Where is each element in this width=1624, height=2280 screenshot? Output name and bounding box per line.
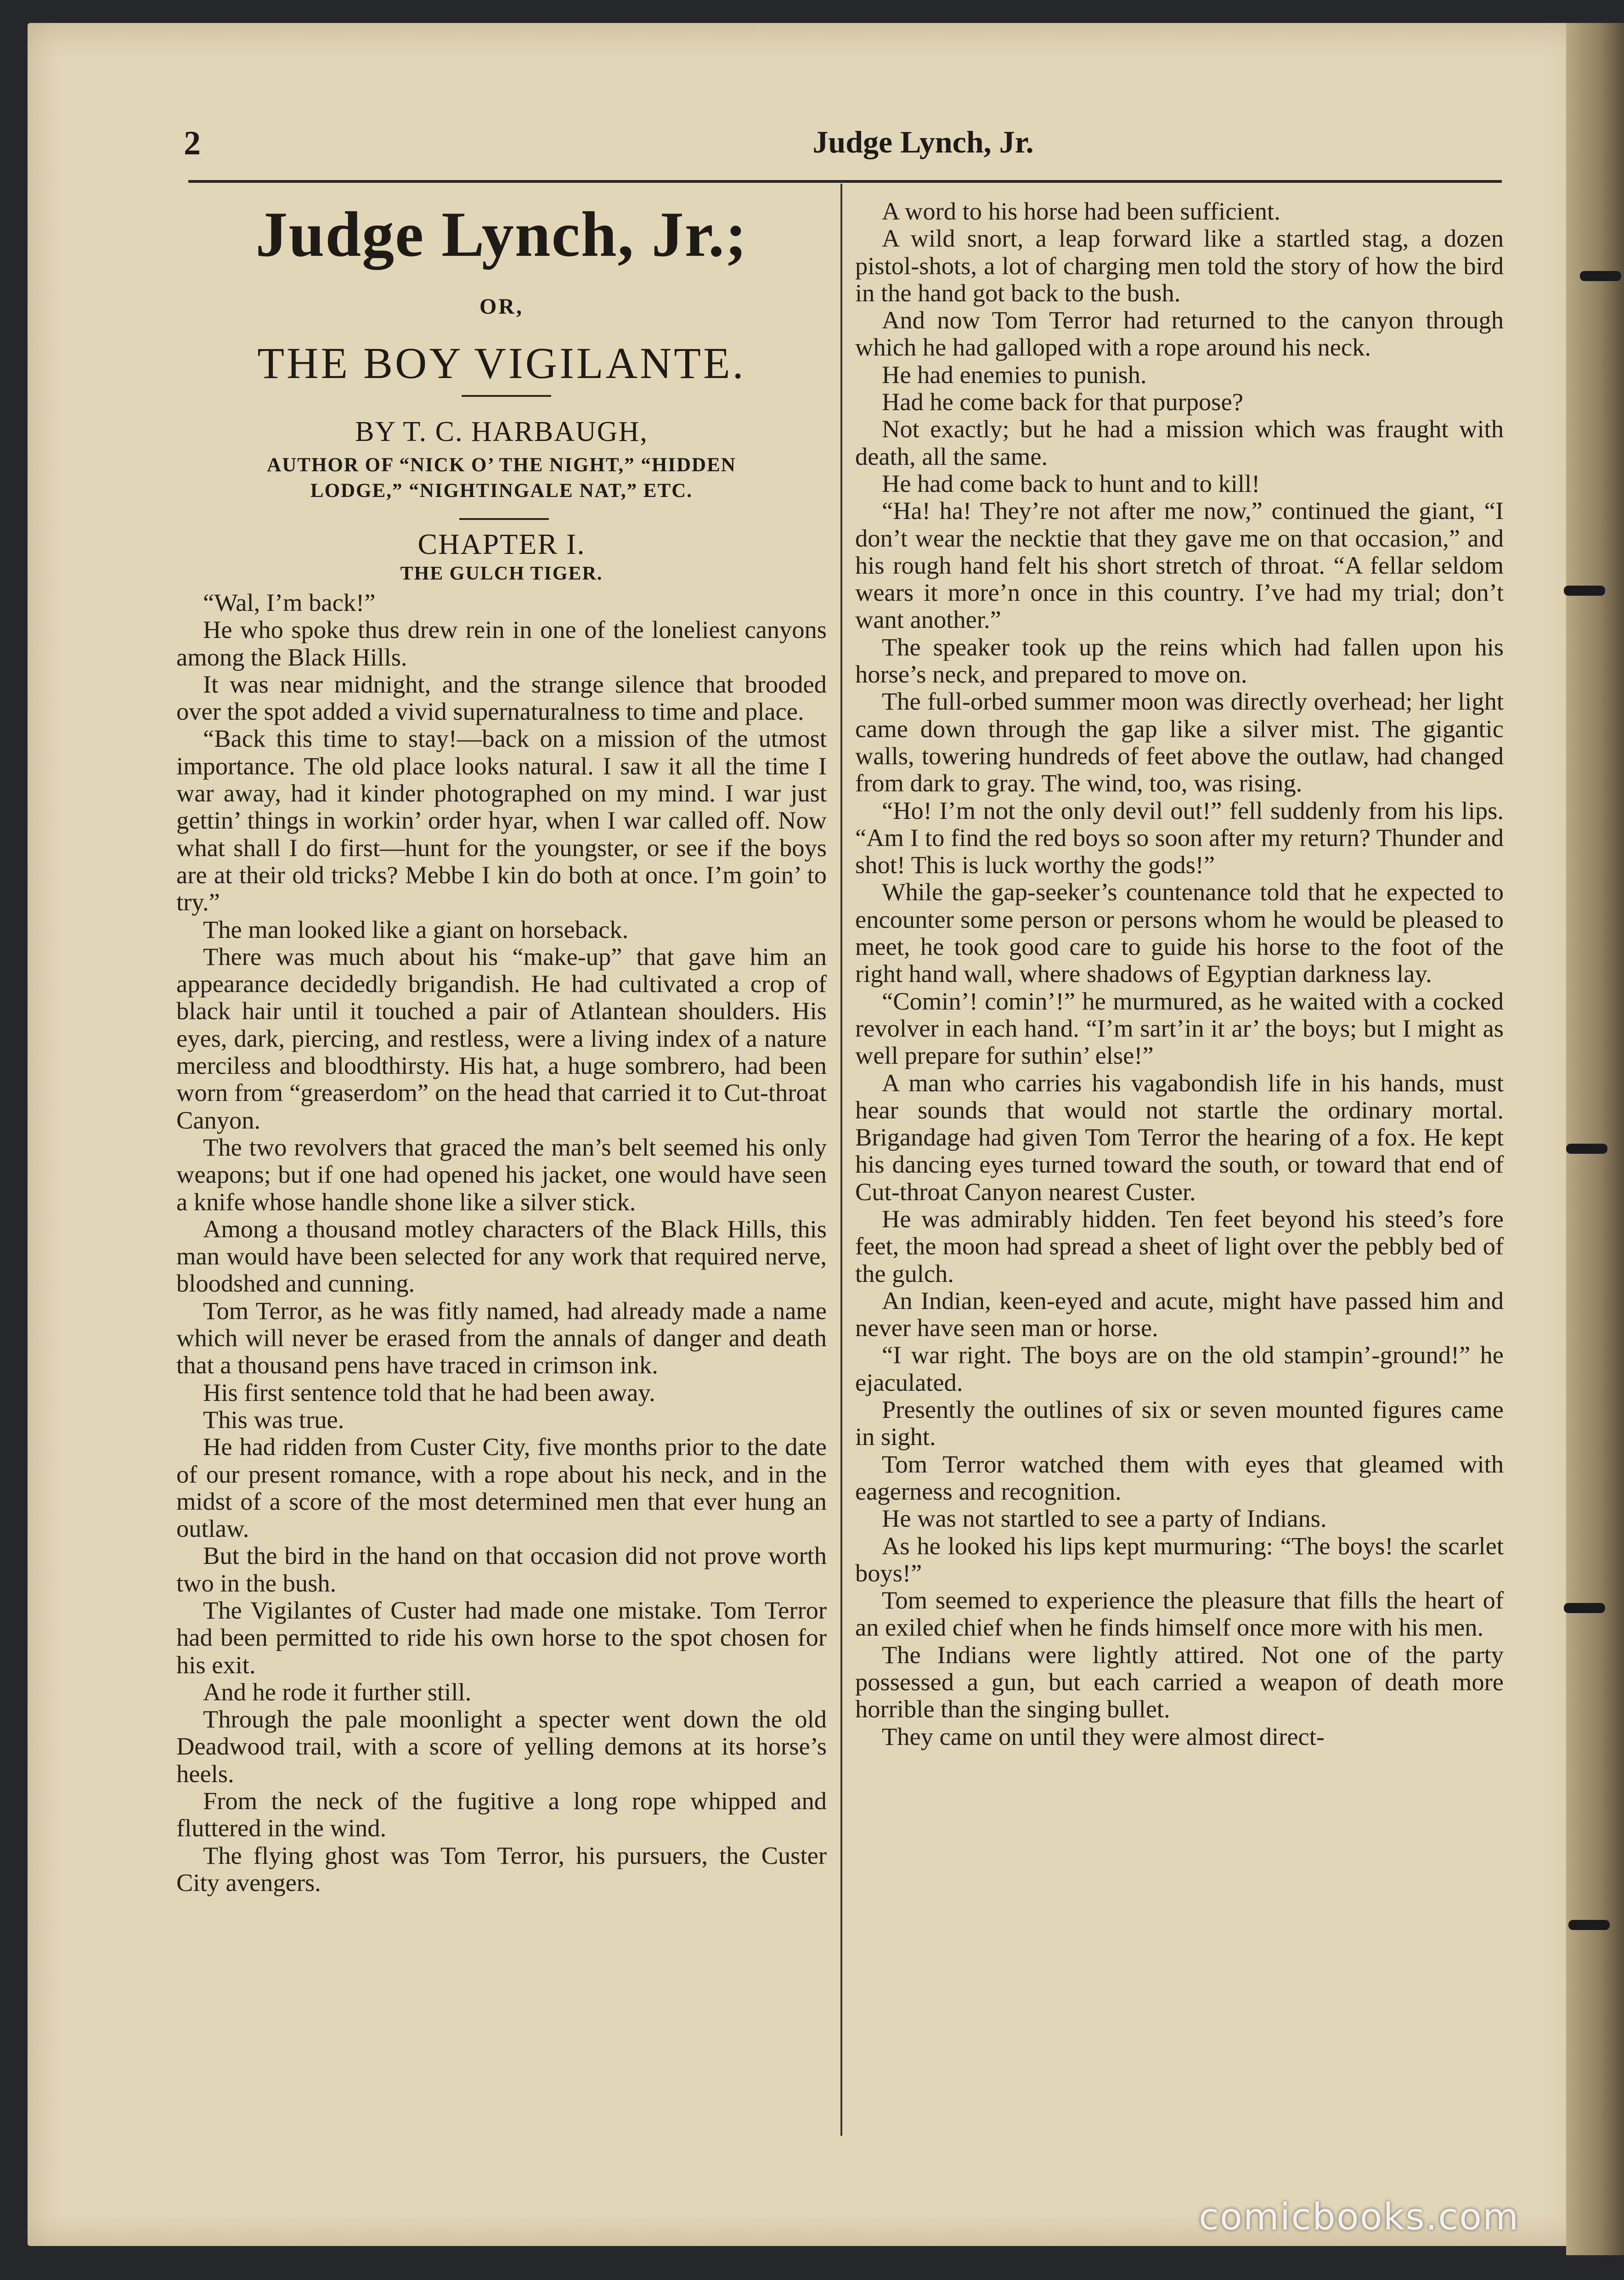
or-line: OR,	[479, 294, 524, 319]
paragraph: “Ha! ha! They’re not after me now,” continued the giant, “I don’t wear the necktie that they gave me on that occasion,” and his rough hand felt his short stretch of throat. “A fellar seldom wears it more’n once in this country. I’ve had my trial; don’t want another.”	[855, 497, 1504, 634]
author-credits-line: AUTHOR OF “NICK O’ THE NIGHT,” “HIDDEN	[267, 454, 736, 476]
watermark: comicbooks.com	[1199, 2195, 1520, 2238]
right-text-column	[855, 198, 1504, 1750]
running-title: Judge Lynch, Jr.	[812, 124, 1034, 159]
byline: BY T. C. HARBAUGH,	[355, 416, 648, 447]
paragraph: His first sentence told that he had been away.	[203, 1378, 655, 1406]
paragraph: He was admirably hidden. Ten feet beyond his steed’s fore feet, the moon had spread a sheet of light over the pebbly bed of the gulch.	[855, 1204, 1504, 1287]
binding-stitch	[1566, 1144, 1607, 1154]
paragraph: There was much about his “make-up” that gave him an appearance decidedly brigandish. He had cultivated a crop of black hair until it touched a pair of Atlantean shoulders. His eyes, dark, piercing, and restless, were a living index of a nature merciless and bloodthirsty. His hat, a huge sombrero, had been worn from “greaserdom” on the head that carried it to Cut-throat Canyon.	[176, 942, 827, 1134]
paragraph: He was not startled to see a party of Indians.	[882, 1504, 1327, 1533]
paragraph: The two revolvers that graced the man’s belt seemed his only weapons; but if one had opened his jacket, one would have seen a knife whose handle shone like a silver stick.	[176, 1133, 827, 1216]
story-title: Judge Lynch, Jr.;	[255, 199, 748, 270]
paragraph: Presently the outlines of six or seven mounted figures came in sight.	[855, 1395, 1504, 1451]
paragraph: “Comin’! comin’!” he murmured, as he waited with a cocked revolver in each hand. “I’m sart’in it ar’ the boys; but I might as well prepare for suthin’ else!”	[855, 987, 1504, 1070]
paragraph: And he rode it further still.	[203, 1677, 472, 1706]
paragraph: “Ho! I’m not the only devil out!” fell suddenly from his lips. “Am I to find the red boys so soon after my return? Thunder and shot! This is luck worthy the gods!”	[855, 796, 1504, 879]
left-text-column	[176, 589, 827, 1896]
paragraph: “Back this time to stay!—back on a mission of the utmost importance. The old place looks natural. I saw it all the time I war away, had it kinder photographed on my mind. I war just gettin’ things in workin’ order hyar, when I war called off. Now what shall I do first—hunt for the youngster, or see if the boys are at their old tricks? Mebbe I kin do both at once. I’m goin’ to try.”	[176, 724, 827, 916]
title-rule	[462, 395, 551, 397]
paragraph: It was near midnight, and the strange silence that brooded over the spot added a vivid supernaturalness to time and place.	[176, 670, 827, 726]
author-credits-line: LODGE,” “NIGHTINGALE NAT,” ETC.	[310, 480, 693, 502]
paragraph: Through the pale moonlight a specter went down the old Deadwood trail, with a score of yelling demons at its horse’s heels.	[176, 1705, 827, 1788]
binding-stitch	[1564, 586, 1605, 596]
paragraph: While the gap-seeker’s countenance told that he expected to encounter some person or persons whom he would be pleased to meet, he took good care to guide his horse to the foot of the right hand wall, where shadows of Egyptian darkness lay.	[855, 878, 1504, 988]
paragraph: From the neck of the fugitive a long rope whipped and fluttered in the wind.	[176, 1787, 827, 1842]
paragraph: A wild snort, a leap forward like a startled stag, a dozen pistol-shots, a lot of charging men told the story of how the bird in the hand got back to the bush.	[855, 224, 1504, 307]
author-credits	[176, 452, 827, 504]
paragraph: He had ridden from Custer City, five months prior to the date of our present romance, with a rope about his neck, and in the midst of a score of the most determined men that ever hung an outlaw.	[176, 1433, 827, 1543]
binding-stitch	[1564, 1603, 1605, 1613]
paragraph: The full-orbed summer moon was directly overhead; her light came down through the gap like a silver mist. The gigantic walls, towering hundreds of feet above the outlaw, had changed from dark to gray. The wind, too, was rising.	[855, 687, 1504, 797]
column-divider	[840, 184, 842, 2136]
header-rule	[188, 180, 1502, 183]
paragraph: Tom seemed to experience the pleasure that fills the heart of an exiled chief when he finds himself once more with his men.	[855, 1586, 1504, 1642]
paragraph: Among a thousand motley characters of the Black Hills, this man would have been selected for any work that required nerve, bloodshed and cunning.	[176, 1214, 827, 1298]
paragraph: He who spoke thus drew rein in one of the loneliest canyons among the Black Hills.	[176, 615, 827, 671]
paragraph: A man who carries his vagabondish life in his hands, must hear sounds that would not startle the ordinary mortal. Brigandage had given Tom Terror the hearing of a fox. He kept his dancing eyes turned toward the south, or toward that end of Cut-throat Canyon nearest Custer.	[855, 1068, 1504, 1206]
paragraph: The Vigilantes of Custer had made one mistake. Tom Terror had been permitted to ride his own horse to the spot chosen for his exit.	[176, 1596, 827, 1679]
paragraph: Tom Terror, as he was fitly named, had already made a name which will never be erased from the annals of danger and death that a thousand pens have traced in crimson ink.	[176, 1296, 827, 1379]
paragraph: They came on until they were almost direct-	[882, 1722, 1325, 1750]
paragraph: An Indian, keen-eyed and acute, might have passed him and never have seen man or horse.	[855, 1286, 1504, 1342]
binding-stitch	[1580, 271, 1621, 281]
chapter-rule	[459, 518, 549, 520]
paragraph: A word to his horse had been sufficient.	[882, 197, 1280, 225]
paragraph: And now Tom Terror had returned to the canyon through which he had galloped with a rope around his neck.	[855, 306, 1504, 361]
paragraph: The Indians were lightly attired. Not one of the party possessed a gun, but each carried a weapon of death more horrible than the singing bullet.	[855, 1640, 1504, 1723]
binding-stitch	[1568, 1920, 1610, 1930]
chapter-heading: CHAPTER I.	[417, 528, 586, 560]
paragraph: He had come back to hunt and to kill!	[882, 469, 1260, 497]
paragraph: The flying ghost was Tom Terror, his pursuers, the Custer City avengers.	[176, 1841, 827, 1896]
paragraph: He had enemies to punish.	[882, 360, 1147, 389]
paragraph: This was true.	[203, 1405, 344, 1433]
paragraph: Tom Terror watched them with eyes that gleamed with eagerness and recognition.	[855, 1450, 1504, 1505]
chapter-title: THE GULCH TIGER.	[400, 563, 603, 584]
paragraph: “I war right. The boys are on the old stampin’-ground!” he ejaculated.	[855, 1341, 1504, 1396]
story-subtitle: THE BOY VIGILANTE.	[257, 339, 746, 388]
paragraph: Had he come back for that purpose?	[882, 388, 1243, 416]
paragraph: Not exactly; but he had a mission which was fraught with death, all the same.	[855, 415, 1504, 470]
paragraph: The man looked like a giant on horseback.	[203, 915, 629, 943]
paragraph: As he looked his lips kept murmuring: “The boys! the scarlet boys!”	[855, 1531, 1504, 1587]
paragraph: The speaker took up the reins which had fallen upon his horse’s neck, and prepared to move on.	[855, 632, 1504, 689]
page-header	[161, 124, 1497, 165]
page-number: 2	[184, 124, 201, 162]
paragraph: But the bird in the hand on that occasion did not prove worth two in the bush.	[176, 1541, 827, 1597]
paragraph: “Wal, I’m back!”	[203, 588, 376, 616]
